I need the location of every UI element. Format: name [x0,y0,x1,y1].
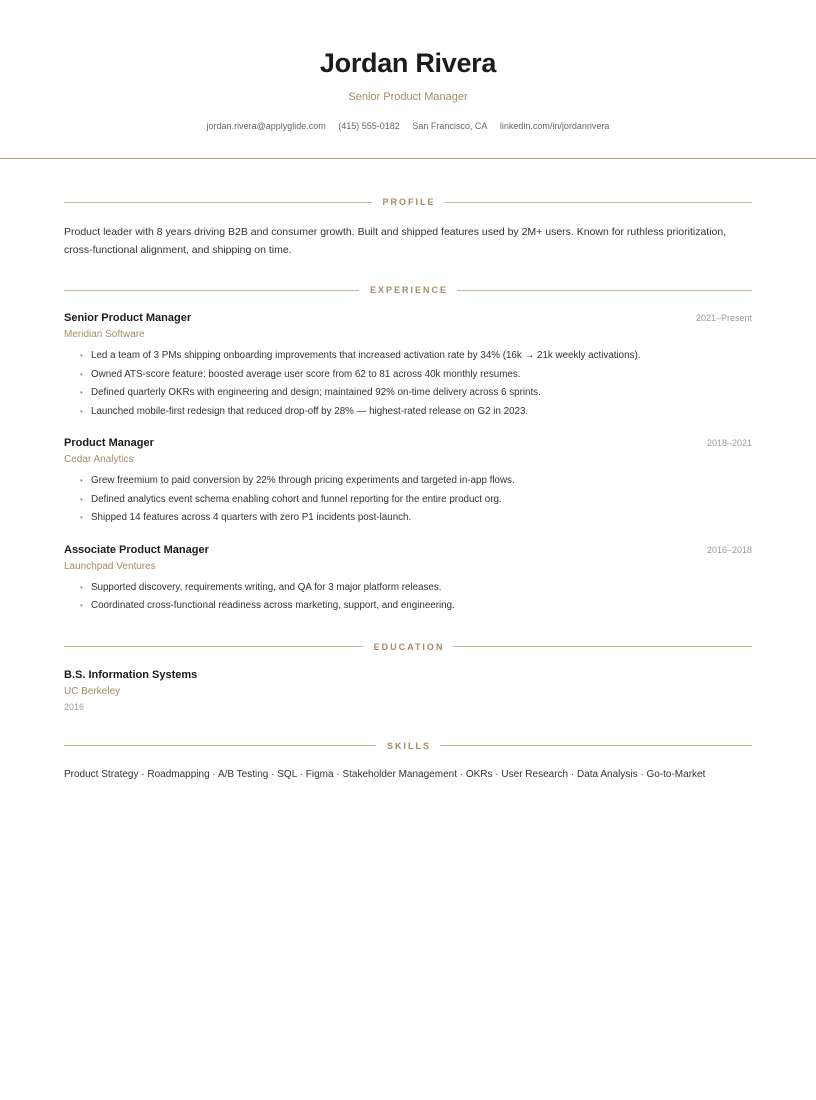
bullet-item: • Led a team of 3 PMs shipping onboarding improvements that increased activation rate by 34% (16k → 21k weekly activations). [80,347,752,366]
degree: B.S. Information Systems [64,668,198,681]
divider-line [440,745,752,746]
job-entry [64,437,752,528]
contact-linkedin: linkedin.com/in/jordanrivera [499,121,610,131]
job-dates: 2016–2018 [706,544,752,555]
section-label: EDUCATION [373,641,445,652]
job-title: Associate Product Manager [64,543,209,556]
divider-line [453,646,752,647]
skills-section-heading [64,739,752,753]
graduation-year: 2016 [64,701,85,712]
bullet-item: • Defined analytics event schema enabling cohort and funnel reporting for the entire product org. [80,491,752,510]
section-label: EXPERIENCE [369,285,449,295]
divider-line [64,745,376,746]
job-bullets [64,347,752,421]
experience-section-heading [64,283,752,297]
divider-line [64,646,363,647]
divider-line [457,290,752,291]
job-company: Cedar Analytics [64,454,134,465]
profile-summary: Product leader with 8 years driving B2B and consumer growth. Built and shipped features used by 2M+ users. Known for ruthless prioritization, cross-functional alignment, and shipping on time. [64,226,727,256]
divider-line [64,290,359,291]
section-label: PROFILE [382,197,436,207]
resume-header [0,0,816,159]
bullet-item: • Shipped 14 features across 4 quarters with zero P1 incidents post-launch. [80,509,752,528]
job-dates: 2021–Present [695,313,752,323]
job-company: Launchpad Ventures [64,560,156,572]
divider-line [445,202,753,203]
job-company: Meridian Software [64,329,145,340]
education-entry [64,669,752,712]
bullet-item: • Defined quarterly OKRs with engineering and design; maintained 92% on-time delivery across 6 sprints. [80,384,752,403]
divider-line [64,202,372,203]
candidate-name: Jordan Rivera [319,48,497,78]
job-title: Senior Product Manager [64,312,192,324]
job-bullets [64,579,752,616]
resume-body [0,195,816,780]
bullet-item: • Launched mobile-first redesign that reduced drop-off by 28% — highest-rated release on G2 in 2023. [80,403,752,422]
school: UC Berkeley [64,685,121,697]
bullet-item: • Coordinated cross-functional readiness across marketing, support, and engineering. [80,597,752,616]
job-title: Product Manager [64,437,154,449]
bullet-item: • Supported discovery, requirements writing, and QA for 3 major platform releases. [80,579,752,598]
candidate-title: Senior Product Manager [348,91,468,103]
job-dates: 2018–2021 [706,438,752,448]
job-entry [64,312,752,421]
job-entry [64,544,752,616]
contact-email: jordan.rivera@applyglide.com [206,121,326,131]
skills-list: Product Strategy · Roadmapping · A/B Testing · SQL · Figma · Stakeholder Management · OKRs · User Research · Data Analysis · Go-to-Market [64,768,706,780]
section-label: SKILLS [387,740,432,751]
job-bullets [64,472,752,528]
contact-phone: (415) 555-0182 [338,121,400,131]
contact-location: San Francisco, CA [412,121,488,131]
bullet-item: • Grew freemium to paid conversion by 22% through pricing experiments and targeted in-app flows. [80,472,752,491]
profile-section-heading [64,195,752,209]
contact-line [0,121,816,132]
bullet-item: • Owned ATS-score feature: boosted average user score from 62 to 81 across 40k monthly resumes. [80,366,752,385]
education-section-heading [64,640,752,654]
